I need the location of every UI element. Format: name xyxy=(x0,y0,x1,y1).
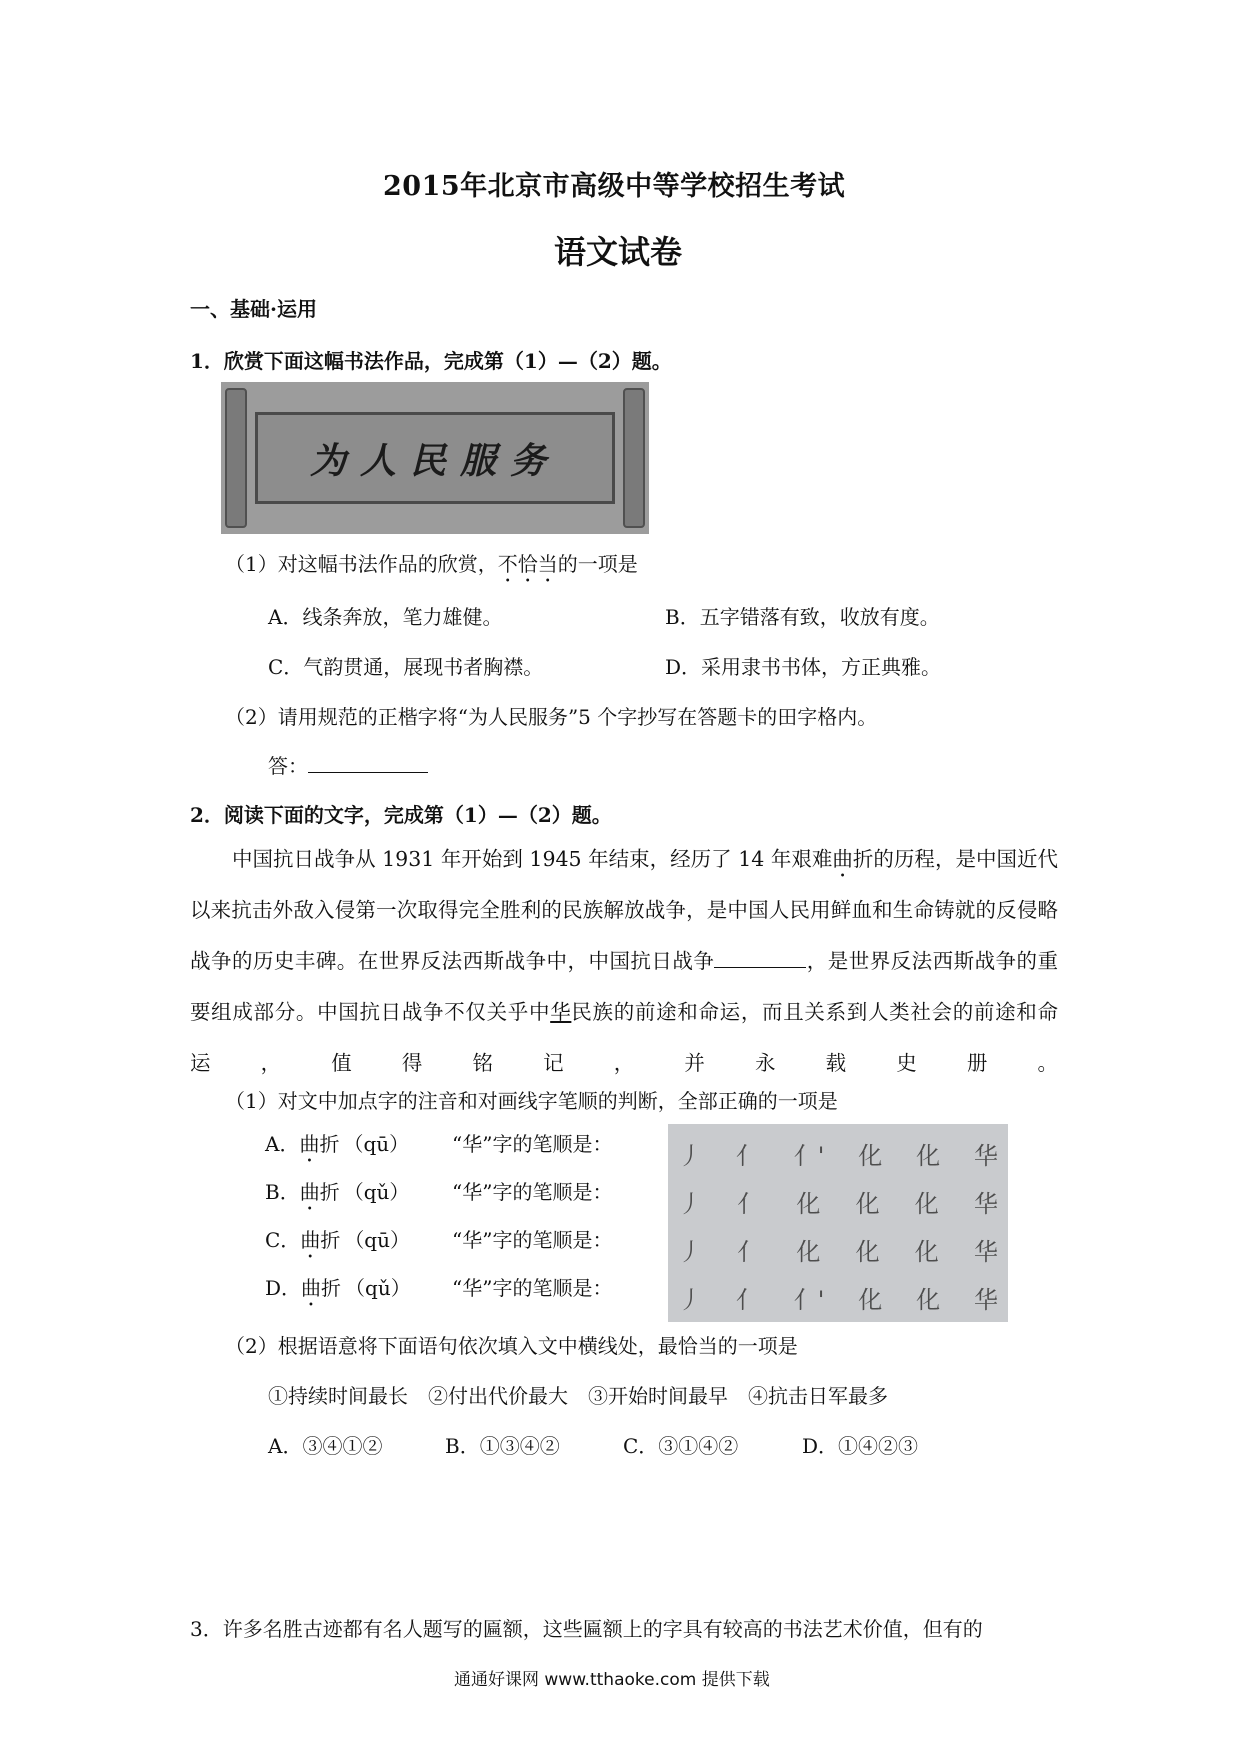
option-b: B．五字错落有致，收放有度。 xyxy=(665,605,940,629)
passage-underlined-char: 华 xyxy=(550,1000,572,1024)
page-title: 2015年北京市高级中等学校招生考试 xyxy=(383,171,846,202)
fill-in-blank xyxy=(714,967,806,968)
stroke-step: 化 xyxy=(914,1190,939,1218)
q2-option-d-order: “华”字的笔顺是： xyxy=(452,1276,613,1300)
stroke-step: 化 xyxy=(855,1190,880,1218)
stroke-step: 华 xyxy=(973,1238,998,1266)
stroke-step: 化 xyxy=(914,1238,939,1266)
answer-a: A．③④①② xyxy=(268,1434,383,1458)
stroke-step: 丿 xyxy=(678,1142,702,1170)
question-3-stem: 3．许多名胜古迹都有名人题写的匾额，这些匾额上的字具有较高的书法艺术价值，但有的 xyxy=(190,1617,983,1641)
stroke-row-a xyxy=(678,1136,998,1171)
stroke-step: 亻' xyxy=(793,1286,825,1314)
option-letter: B． xyxy=(265,1180,300,1204)
stroke-step: 化 xyxy=(855,1238,880,1266)
stroke-row-b xyxy=(678,1184,998,1219)
question-2-sub-2: （2）根据语意将下面语句依次填入文中横线处，最恰当的一项是 xyxy=(225,1334,798,1358)
stroke-row-d xyxy=(678,1280,998,1315)
stroke-step: 亻 xyxy=(735,1142,760,1170)
passage-part-3: ，是世界反法西斯战争的重要组成部分。中国抗日战争不仅关乎中 xyxy=(190,949,1059,1024)
reading-passage xyxy=(190,834,1058,1089)
sub-1-text-pre: （1）对这幅书法作品的欣赏， xyxy=(225,552,498,576)
q2-option-a xyxy=(265,1128,409,1167)
stroke-step: 化 xyxy=(858,1286,883,1314)
passage-part-1: 中国抗日战争从 1931 年开始到 1945 年结束，经历了 14 年艰难 xyxy=(232,847,833,871)
dotted-char: 曲 xyxy=(301,1276,322,1300)
answer-c: C．③①④② xyxy=(623,1434,739,1458)
q2-option-a-order: “华”字的笔顺是： xyxy=(452,1132,613,1156)
passage-part-4: 民族的前途和命运，而且关系到人类社会的前途和命运，值得铭记，并永载史册。 xyxy=(190,1000,1058,1075)
stroke-step: 亻' xyxy=(793,1142,825,1170)
pinyin: （qū） xyxy=(344,1228,410,1252)
option-d: D．采用隶书书体，方正典雅。 xyxy=(665,655,942,679)
calligraphy-image xyxy=(221,382,649,534)
stroke-step: 亻 xyxy=(735,1286,760,1314)
answer-label: 答： xyxy=(268,754,308,778)
option-letter: C． xyxy=(265,1228,301,1252)
pinyin: （qǔ） xyxy=(345,1276,411,1300)
stroke-step: 丿 xyxy=(678,1286,702,1314)
dotted-char: 曲 xyxy=(300,1228,321,1252)
choice-sentences: ①持续时间最长 ②付出代价最大 ③开始时间最早 ④抗击日军最多 xyxy=(268,1384,888,1408)
question-2-sub-1: （1）对文中加点字的注音和对画线字笔顺的判断，全部正确的一项是 xyxy=(225,1089,838,1113)
q2-option-d xyxy=(265,1272,411,1311)
stroke-step: 化 xyxy=(796,1238,821,1266)
pinyin: （qǔ） xyxy=(343,1180,410,1204)
stroke-step: 华 xyxy=(973,1142,998,1170)
stroke-step: 华 xyxy=(973,1286,998,1314)
word-rest: 折 xyxy=(320,1228,341,1252)
stroke-step: 丿 xyxy=(678,1190,702,1218)
stroke-row-c xyxy=(678,1232,998,1267)
q2-option-b xyxy=(265,1176,409,1215)
stroke-step: 化 xyxy=(916,1142,941,1170)
answer-blank xyxy=(308,772,428,773)
question-1-sub-1 xyxy=(225,548,638,587)
passage-dotted-char: 曲 xyxy=(832,847,853,871)
option-c: C．气韵贯通，展现书者胸襟。 xyxy=(268,655,544,679)
q2-option-b-order: “华”字的笔顺是： xyxy=(452,1180,613,1204)
stroke-step: 亻 xyxy=(737,1190,762,1218)
answer-line xyxy=(268,750,428,779)
word-rest: 折 xyxy=(321,1276,342,1300)
answer-d: D．①④②③ xyxy=(802,1434,919,1458)
question-2-stem: 2．阅读下面的文字，完成第（1）—（2）题。 xyxy=(190,803,612,827)
calligraphy-text: 为人民服务 xyxy=(309,440,560,482)
page-subtitle: 语文试卷 xyxy=(554,233,683,271)
stroke-step: 化 xyxy=(796,1190,821,1218)
q2-option-c xyxy=(265,1224,410,1263)
stroke-step: 化 xyxy=(858,1142,883,1170)
answer-b: B．①③④② xyxy=(445,1434,560,1458)
sub-1-text-post: 的一项是 xyxy=(557,552,638,576)
pinyin: （qū） xyxy=(343,1132,410,1156)
stroke-step: 化 xyxy=(916,1286,941,1314)
option-a: A．线条奔放，笔力雄健。 xyxy=(268,605,503,629)
option-letter: D． xyxy=(265,1276,302,1300)
q2-option-c-order: “华”字的笔顺是： xyxy=(452,1228,613,1252)
footer-credit: 通通好课网 www.tthaoke.com 提供下载 xyxy=(454,1670,770,1690)
scroll-rod-left xyxy=(225,388,247,528)
option-letter: A． xyxy=(265,1132,300,1156)
sub-1-emphasis: 不恰当 xyxy=(497,552,558,576)
dotted-char: 曲 xyxy=(299,1132,320,1156)
scroll-rod-right xyxy=(623,388,645,528)
stroke-order-image xyxy=(668,1124,1008,1322)
question-1-sub-2: （2）请用规范的正楷字将“为人民服务”5 个字抄写在答题卡的田字格内。 xyxy=(225,705,878,729)
dotted-char: 曲 xyxy=(299,1180,320,1204)
stroke-step: 丿 xyxy=(678,1238,702,1266)
calligraphy-panel xyxy=(255,412,615,504)
section-heading: 一、基础·运用 xyxy=(190,297,317,321)
word-rest: 折 xyxy=(319,1132,340,1156)
question-1-stem: 1．欣赏下面这幅书法作品，完成第（1）—（2）题。 xyxy=(190,349,672,373)
stroke-step: 华 xyxy=(973,1190,998,1218)
word-rest: 折 xyxy=(319,1180,340,1204)
stroke-step: 亻 xyxy=(737,1238,762,1266)
passage-part-2: 折的历程，是中国近代以来抗击外敌入侵第一次取得完全胜利的民族解放战争，是中国人民用鲜血和生命铸就的反侵略战争的历史丰碑。在世界反法西斯战争中，中国抗日战争 xyxy=(190,847,1059,973)
